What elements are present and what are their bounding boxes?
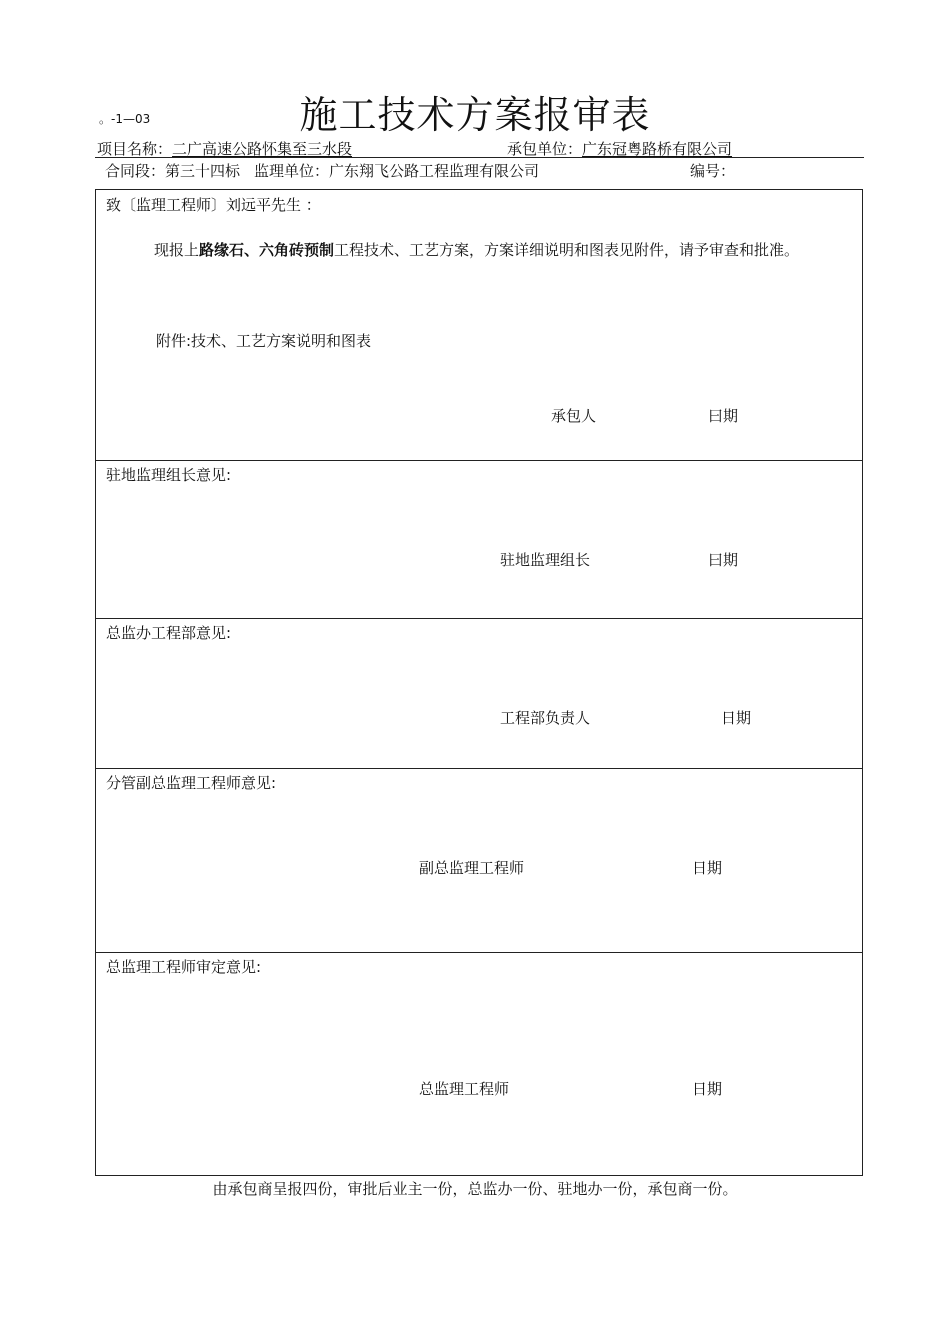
deputy-chief-signature: 副总监理工程师 [419, 859, 525, 877]
deputy-chief-label: 分管副总监理工程师意见: [106, 774, 277, 792]
contractor-field [507, 138, 732, 159]
distribution-note: 由承包商呈报四份，审批后业主一份，总监办一份、驻地办一份，承包商一份。 [212, 1180, 738, 1198]
contractor-value: 广东冠粤路桥有限公司 [582, 140, 733, 158]
supervisor-label: 监理单位： [254, 162, 330, 180]
resident-supervisor-date: 曰期 [708, 551, 739, 569]
engineering-dept-date: 日期 [721, 709, 752, 727]
contract-section-label: 合同段：第三十四标 [105, 162, 241, 180]
chief-engineer-label: 总监理工程师审定意见: [106, 958, 262, 976]
contractor-date-label: 曰期 [708, 407, 739, 425]
contractor-label: 承包单位： [507, 140, 583, 158]
engineering-dept-signature: 工程部负责人 [500, 709, 591, 727]
chief-engineer-signature: 总监理工程师 [419, 1080, 510, 1098]
resident-supervisor-section [96, 461, 862, 619]
project-name-field [97, 138, 352, 159]
project-name-label: 项目名称： [97, 140, 173, 158]
engineering-dept-section [96, 619, 862, 769]
para-prefix: 现报上 [154, 241, 200, 259]
page-title: 施工技术方案报审表 [299, 93, 651, 137]
deputy-chief-date: 日期 [692, 859, 723, 877]
resident-supervisor-label: 驻地监理组长意见: [106, 466, 232, 484]
para-suffix: 工程技术、工艺方案，方案详细说明和图表见附件，请予审查和批准。 [334, 241, 800, 259]
chief-engineer-section [96, 953, 862, 1175]
review-table [95, 189, 863, 1176]
resident-supervisor-signature: 驻地监理组长 [500, 551, 591, 569]
para-bold: 路缘石、六角砖预制 [199, 241, 335, 259]
addressee-line: 致〔监理工程师〕刘远平先生 ： [106, 196, 321, 214]
engineering-dept-label: 总监办工程部意见: [106, 624, 232, 642]
project-name-value: 二广高速公路怀集至三水段 [172, 140, 353, 158]
submission-section [96, 190, 862, 461]
contractor-signature-label: 承包人 [551, 407, 597, 425]
attachment-line: 附件:技术、工艺方案说明和图表 [156, 332, 372, 350]
form-code: 。-1—03 [99, 112, 151, 126]
supervisor-value: 广东翔飞公路工程监理有限公司 [329, 162, 540, 180]
chief-engineer-date: 日期 [692, 1080, 723, 1098]
deputy-chief-section [96, 769, 862, 953]
submission-paragraph [106, 238, 846, 263]
form-number-label: 编号： [690, 162, 736, 180]
header-divider [95, 157, 864, 158]
supervisor-field [254, 160, 539, 181]
